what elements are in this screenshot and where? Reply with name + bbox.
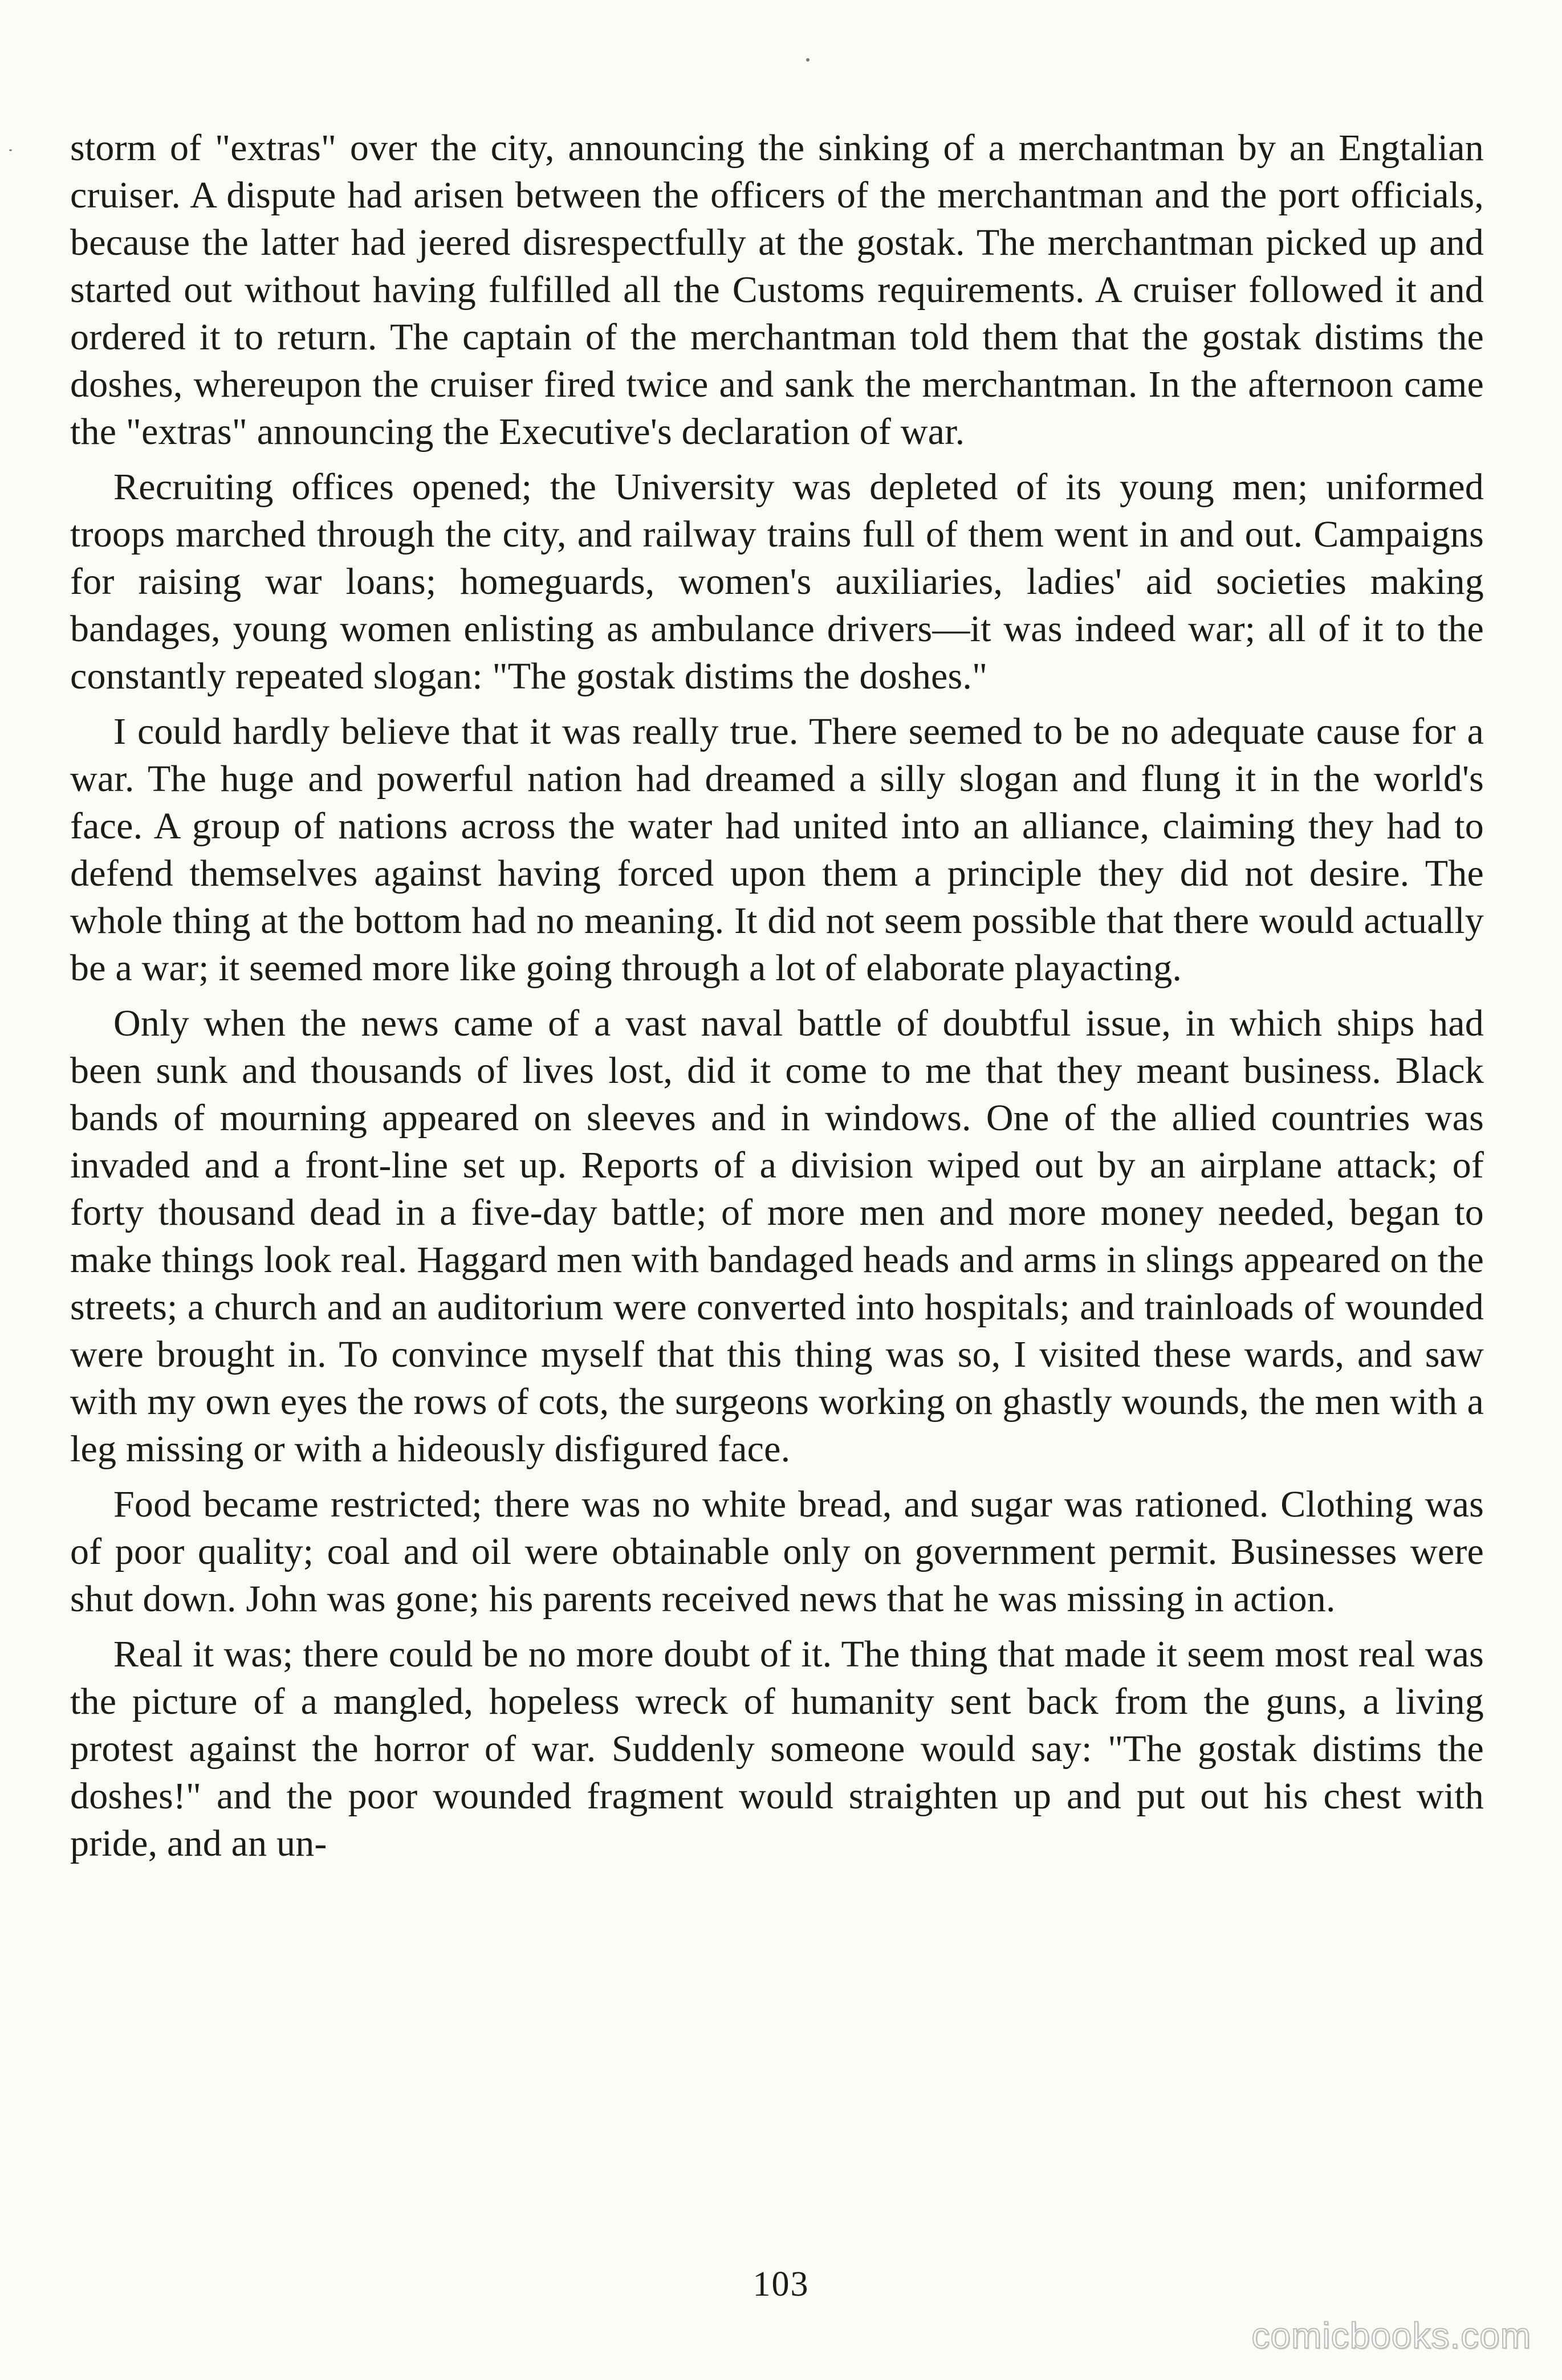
site-watermark: comicbooks.com [1251, 2315, 1531, 2356]
ink-speck [9, 149, 12, 151]
paragraph-1: storm of "extras" over the city, announcing the sinking of a merchantman by an Engtalian cruiser. A dispute had arisen between the officers of the merchantman and the port officials, because the latter had jeered disrespectfully at the gostak. The merchantman picked up and started out without having fulfilled all the Customs requirements. A cruiser followed it and ordered it to return. The captain of the merchantman told them that the gostak distims the doshes, whereupon the cruiser fired twice and sank the merchantman. In the afternoon came the "extras" announcing the Executive's declaration of war. [70, 127, 1484, 453]
paragraph-4: Only when the news came of a vast naval battle of doubtful issue, in which ships had been sunk and thousands of lives lost, did it come to me that they meant business. Black bands of mourning appeared on sleeves and in windows. One of the allied countries was invaded and a front-line set up. Reports of a division wiped out by an airplane attack; of forty thousand dead in a five-day battle; of more men and more money needed, began to make things look real. Haggard men with bandaged heads and arms in slings appeared on the streets; a church and an auditorium were converted into hospitals; and trainloads of wounded were brought in. To convince myself that this thing was so, I visited these wards, and saw with my own eyes the rows of cots, the surgeons working on ghastly wounds, the men with a leg missing or with a hideously disfigured face. [70, 1002, 1484, 1470]
paragraph-2: Recruiting offices opened; the University was depleted of its young men; uniformed troops marched through the city, and railway trains full of them went in and out. Campaigns for raising war loans; homeguards, women's auxiliaries, ladies' aid societies making bandages, young women enlisting as ambulance drivers—it was indeed war; all of it to the constantly repeated slogan: "The gostak distims the doshes." [70, 466, 1484, 697]
paragraph-5: Food became restricted; there was no white bread, and sugar was rationed. Clothing was of poor quality; coal and oil were obtainable only on government permit. Businesses were shut down. John was gone; his parents received news that he was missing in action. [70, 1484, 1484, 1620]
paragraph-3: I could hardly believe that it was really true. There seemed to be no adequate cause for a war. The huge and powerful nation had dreamed a silly slogan and flung it in the world's face. A group of nations across the water had united into an alliance, claiming they had to defend themselves against having forced upon them a principle they did not desire. The whole thing at the bottom had no meaning. It did not seem possible that there would actually be a war; it seemed more like going through a lot of elaborate playacting. [70, 711, 1484, 989]
ink-speck [806, 58, 810, 62]
body-text [70, 124, 1484, 1875]
paragraph-6: Real it was; there could be no more doubt of it. The thing that made it seem most real was the picture of a mangled, hopeless wreck of humanity sent back from the guns, a living protest against the horror of war. Suddenly someone would say: "The gostak distims the doshes!" and the poor wounded fragment would straighten up and put out his chest with pride, and an un- [70, 1633, 1484, 1864]
page-number: 103 [752, 2265, 810, 2304]
